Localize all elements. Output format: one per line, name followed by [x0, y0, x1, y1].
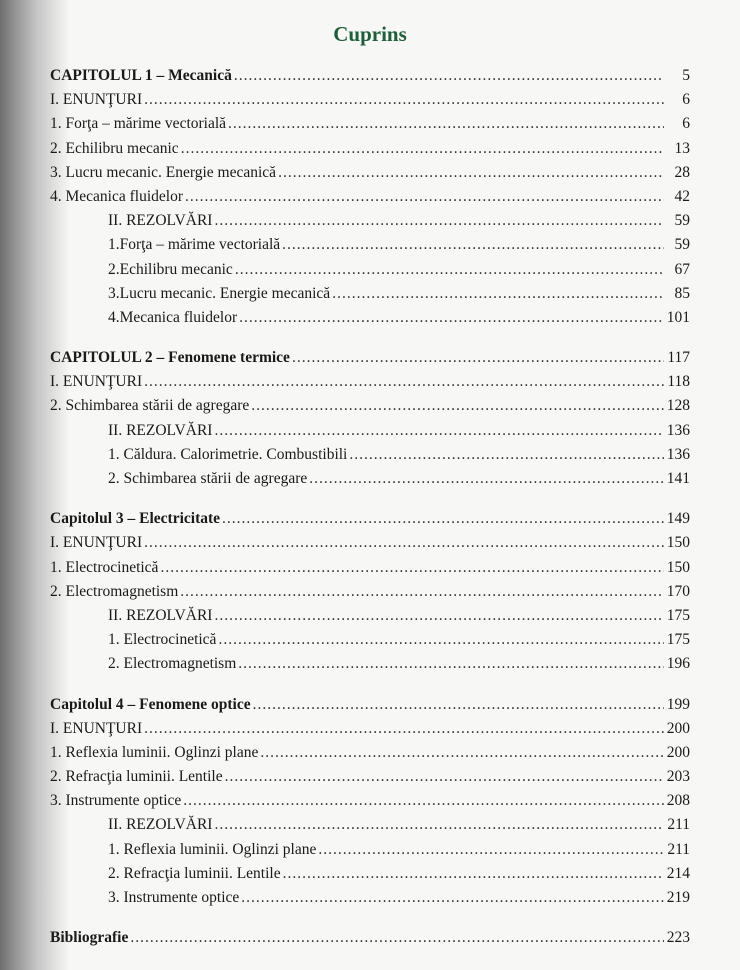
toc-entry-title: I. ENUNŢURI [50, 719, 143, 737]
toc-page-number: 67 [674, 260, 690, 278]
dot-leader [260, 741, 664, 765]
table-of-contents [0, 64, 740, 966]
toc-entry-line [108, 258, 690, 282]
toc-entry-title: 2. Electromagnetism [108, 655, 237, 673]
toc-entry-title: 2.Echilibru mecanic [108, 260, 233, 278]
toc-page-number: 200 [666, 719, 690, 737]
toc-entry-title: II. REZOLVĂRI [108, 212, 213, 230]
toc-entry-title: Capitolul 3 – Electricitate [50, 510, 221, 528]
toc-entry-line [108, 628, 690, 652]
toc-entry-line [50, 64, 690, 88]
toc-entry-line [50, 789, 690, 813]
toc-page-number: 170 [666, 582, 690, 600]
toc-entry [0, 604, 740, 628]
dot-leader [318, 838, 664, 862]
dot-leader [278, 161, 664, 185]
toc-entry-title: 4. Mecanica fluidelor [50, 187, 183, 205]
dot-leader [144, 717, 664, 741]
dot-leader [181, 137, 664, 161]
dot-leader [144, 88, 664, 112]
toc-entry-line [50, 137, 690, 161]
toc-page-number: 136 [666, 445, 690, 463]
toc-entry [0, 137, 740, 161]
toc-entry-line [108, 838, 690, 862]
toc-entry-line [108, 443, 690, 467]
toc-chapter-group [0, 346, 740, 491]
toc-entry-title: Capitolul 4 – Fenomene optice [50, 695, 251, 713]
toc-entry [0, 282, 740, 306]
toc-page-number: 219 [666, 889, 690, 906]
toc-entry-title: II. REZOLVĂRI [108, 606, 213, 624]
dot-leader [222, 507, 664, 531]
dot-leader [253, 693, 664, 717]
toc-entry [0, 419, 740, 443]
toc-entry-title: II. REZOLVĂRI [108, 421, 213, 439]
toc-chapter-heading [0, 346, 740, 370]
toc-entry-line [50, 507, 690, 531]
toc-entry [0, 628, 740, 652]
dot-leader [239, 306, 664, 330]
toc-entry-line [108, 282, 690, 306]
toc-page-number: 128 [666, 397, 690, 415]
toc-entry-title: 2. Schimbarea stării de agregare [50, 397, 250, 415]
toc-entry-title: 1. Căldura. Calorimetrie. Combustibili [108, 445, 348, 463]
toc-entry [0, 209, 740, 233]
dot-leader [130, 926, 664, 950]
dot-leader [218, 628, 664, 652]
toc-entry-line [108, 813, 690, 837]
dot-leader [214, 209, 664, 233]
toc-entry-line [50, 693, 690, 717]
toc-entry-line [50, 717, 690, 741]
toc-entry [0, 813, 740, 837]
toc-chapter-heading [0, 64, 740, 88]
toc-entry [0, 258, 740, 282]
toc-page-number: 175 [666, 606, 690, 624]
dot-leader [235, 258, 664, 282]
toc-chapter-group [0, 507, 740, 676]
dot-leader [214, 419, 664, 443]
toc-page-number: 136 [666, 421, 690, 439]
toc-chapter-heading [0, 926, 740, 950]
dot-leader [238, 652, 664, 676]
dot-leader [241, 886, 664, 910]
toc-page-number: 200 [666, 743, 690, 761]
dot-leader [214, 813, 664, 837]
dot-leader [282, 233, 664, 257]
toc-chapter-group [0, 926, 740, 950]
toc-entry-title: Bibliografie [50, 929, 129, 947]
dot-leader [180, 580, 664, 604]
toc-entry-line [108, 419, 690, 443]
toc-entry [0, 88, 740, 112]
toc-page-number: 223 [666, 929, 690, 947]
dot-leader [234, 64, 664, 88]
toc-page-number: 42 [674, 187, 690, 205]
toc-entry-line [50, 185, 690, 209]
toc-entry-line [108, 604, 690, 628]
dot-leader [332, 282, 664, 306]
toc-entry [0, 161, 740, 185]
toc-entry [0, 112, 740, 136]
toc-entry [0, 394, 740, 418]
toc-entry [0, 789, 740, 813]
toc-page-number: 175 [666, 631, 690, 649]
toc-page-number: 6 [682, 91, 690, 109]
toc-entry-title: 2. Refracţia luminii. Lentile [50, 768, 223, 786]
toc-entry [0, 652, 740, 676]
toc-entry-line [108, 862, 690, 886]
toc-entry [0, 233, 740, 257]
dot-leader [183, 789, 664, 813]
dot-leader [144, 531, 664, 555]
toc-entry-line [50, 580, 690, 604]
toc-entry-line [108, 886, 690, 910]
toc-entry-title: 3. Instrumente optice [50, 792, 182, 810]
toc-page-number: 208 [666, 792, 690, 810]
toc-entry [0, 741, 740, 765]
toc-page-number: 214 [666, 864, 690, 882]
toc-entry [0, 443, 740, 467]
dot-leader [292, 346, 664, 370]
toc-entry-line [50, 346, 690, 370]
toc-page-number: 5 [682, 67, 690, 84]
toc-entry-title: 3. Lucru mecanic. Energie mecanică [50, 163, 277, 181]
dot-leader [228, 112, 664, 136]
toc-entry [0, 765, 740, 789]
toc-entry-line [50, 161, 690, 185]
dot-leader [309, 467, 664, 491]
toc-page-number: 118 [667, 373, 690, 391]
toc-entry-title: CAPITOLUL 2 – Fenomene termice [50, 349, 290, 367]
toc-page-number: 199 [666, 695, 690, 713]
toc-entry-title: 2. Echilibru mecanic [50, 139, 179, 157]
dot-leader [185, 185, 664, 209]
toc-entry-line [50, 370, 690, 394]
toc-entry-title: I. ENUNŢURI [50, 91, 143, 109]
toc-page-number: 141 [666, 470, 690, 487]
toc-entry-line [108, 306, 690, 330]
dot-leader [283, 862, 664, 886]
toc-entry-title: 3.Lucru mecanic. Energie mecanică [108, 284, 331, 302]
toc-entry-line [108, 652, 690, 676]
toc-page-number: 6 [682, 115, 690, 133]
dot-leader [251, 394, 664, 418]
toc-page-number: 28 [674, 163, 690, 181]
toc-page-number: 196 [666, 655, 690, 673]
dot-leader [349, 443, 664, 467]
toc-entry-title: 1. Forţa – mărime vectorială [50, 115, 227, 133]
toc-entry-line [50, 926, 690, 950]
toc-page-number: 13 [674, 139, 690, 157]
toc-entry-title: 1.Forţa – mărime vectorială [108, 236, 281, 254]
toc-entry-line [108, 467, 690, 491]
toc-chapter-group [0, 64, 740, 330]
toc-entry-title: CAPITOLUL 1 – Mecanică [50, 67, 232, 84]
toc-entry [0, 886, 740, 910]
toc-entry [0, 556, 740, 580]
toc-entry-title: 1. Electrocinetică [108, 631, 217, 649]
toc-chapter-group [0, 693, 740, 911]
toc-entry-title: 2. Electromagnetism [50, 582, 179, 600]
toc-entry-title: II. REZOLVĂRI [108, 816, 213, 834]
toc-chapter-heading [0, 693, 740, 717]
toc-page-number: 211 [667, 840, 690, 858]
toc-entry [0, 862, 740, 886]
toc-entry [0, 185, 740, 209]
toc-entry-line [108, 209, 690, 233]
toc-entry-title: 2. Schimbarea stării de agregare [108, 470, 308, 487]
toc-page-number: 59 [674, 212, 690, 230]
toc-entry-title: I. ENUNŢURI [50, 534, 143, 552]
toc-page-number: 203 [666, 768, 690, 786]
toc-entry-title: I. ENUNŢURI [50, 373, 143, 391]
toc-entry-line [50, 765, 690, 789]
toc-entry [0, 838, 740, 862]
toc-entry-title: 3. Instrumente optice [108, 889, 240, 906]
toc-page-number: 150 [666, 558, 690, 576]
toc-page-number: 150 [666, 534, 690, 552]
toc-page-number: 85 [674, 284, 690, 302]
dot-leader [225, 765, 664, 789]
toc-entry [0, 580, 740, 604]
toc-entry [0, 370, 740, 394]
toc-entry-title: 1. Reflexia luminii. Oglinzi plane [108, 840, 317, 858]
toc-page-number: 59 [674, 236, 690, 254]
toc-entry-title: 4.Mecanica fluidelor [108, 308, 238, 326]
toc-page-number: 211 [667, 816, 690, 834]
toc-page-number: 101 [666, 308, 690, 326]
toc-entry [0, 306, 740, 330]
toc-entry-line [108, 233, 690, 257]
dot-leader [214, 604, 664, 628]
toc-entry-title: 2. Refracţia luminii. Lentile [108, 864, 281, 882]
toc-entry [0, 467, 740, 491]
toc-page-number: 149 [666, 510, 690, 528]
dot-leader [144, 370, 664, 394]
toc-entry-title: 1. Electrocinetică [50, 558, 159, 576]
toc-entry-line [50, 394, 690, 418]
toc-entry [0, 717, 740, 741]
toc-entry-line [50, 112, 690, 136]
toc-entry-line [50, 556, 690, 580]
toc-entry-line [50, 741, 690, 765]
dot-leader [160, 556, 664, 580]
toc-entry-line [50, 531, 690, 555]
toc-entry-line [50, 88, 690, 112]
toc-entry [0, 531, 740, 555]
toc-page-number: 117 [667, 349, 690, 367]
toc-chapter-heading [0, 507, 740, 531]
page-title: Cuprins [333, 22, 407, 46]
toc-entry-title: 1. Reflexia luminii. Oglinzi plane [50, 743, 259, 761]
